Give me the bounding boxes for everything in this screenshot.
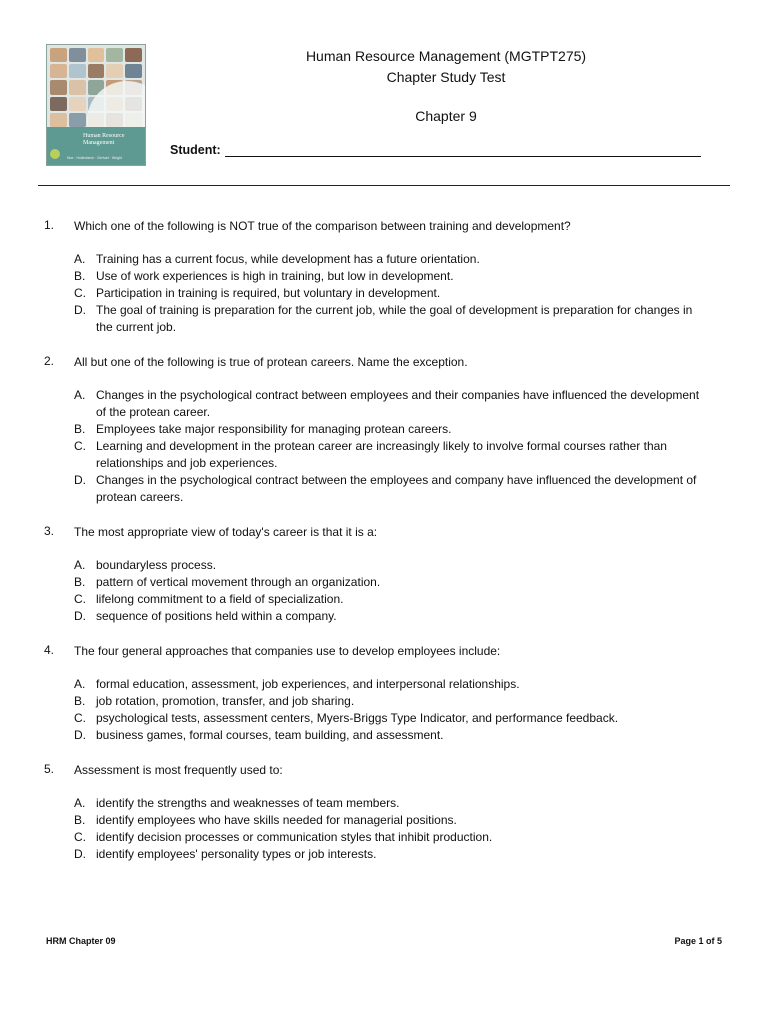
option-text: pattern of vertical movement through an organization.: [96, 575, 381, 589]
option-letter: A.: [74, 388, 86, 402]
option-c[interactable]: [0, 829, 768, 846]
option-list: [0, 676, 768, 744]
option-d[interactable]: [0, 608, 768, 625]
option-letter: D.: [74, 728, 86, 742]
header-divider: [38, 185, 730, 186]
option-a[interactable]: [0, 387, 768, 421]
question-2: [0, 354, 768, 506]
option-text: identify decision processes or communication styles that inhibit production.: [96, 830, 493, 844]
option-a[interactable]: [0, 557, 768, 574]
option-list: [0, 251, 768, 336]
question-text: Assessment is most frequently used to:: [74, 763, 283, 777]
option-d[interactable]: [0, 302, 768, 336]
option-text: job rotation, promotion, transfer, and job sharing.: [96, 694, 355, 708]
option-letter: D.: [74, 473, 86, 487]
option-letter: A.: [74, 677, 86, 691]
question-text: The four general approaches that companies use to develop employees include:: [74, 644, 501, 658]
footer-page-number: Page 1 of 5: [674, 936, 722, 946]
option-a[interactable]: [0, 251, 768, 268]
option-letter: C.: [74, 286, 86, 300]
option-text: Participation in training is required, but voluntary in development.: [96, 286, 441, 300]
question-3: [0, 524, 768, 625]
option-text: identify employees who have skills needed for managerial positions.: [96, 813, 457, 827]
option-letter: B.: [74, 694, 86, 708]
student-label: Student:: [170, 143, 221, 157]
question-number: 2.: [44, 354, 55, 368]
option-text: Changes in the psychological contract between the employees and company have influenced the development of protean careers.: [96, 473, 697, 504]
option-text: boundaryless process.: [96, 558, 217, 572]
option-letter: A.: [74, 558, 86, 572]
option-letter: B.: [74, 422, 86, 436]
question-4: [0, 643, 768, 744]
question-number: 3.: [44, 524, 55, 538]
option-letter: B.: [74, 575, 86, 589]
question-text: All but one of the following is true of protean careers. Name the exception.: [74, 355, 468, 369]
option-letter: C.: [74, 830, 86, 844]
option-text: sequence of positions held within a company.: [96, 609, 337, 623]
option-list: [0, 387, 768, 506]
test-subtitle: Chapter Study Test: [386, 69, 506, 85]
question-text: Which one of the following is NOT true of the comparison between training and development?: [74, 219, 571, 233]
question-number: 4.: [44, 643, 55, 657]
option-text: Changes in the psychological contract between employees and their companies have influenced the development of the protean career.: [96, 388, 700, 419]
chapter-heading: Chapter 9: [415, 108, 477, 124]
question-5: [0, 762, 768, 863]
option-text: identify the strengths and weaknesses of team members.: [96, 796, 400, 810]
student-name-blank[interactable]: [225, 144, 701, 157]
option-b[interactable]: [0, 421, 768, 438]
option-c[interactable]: [0, 285, 768, 302]
option-text: identify employees' personality types or job interests.: [96, 847, 377, 861]
option-text: Use of work experiences is high in training, but low in development.: [96, 269, 454, 283]
course-title: Human Resource Management (MGTPT275): [305, 48, 587, 64]
footer-document-label: HRM Chapter 09: [46, 936, 116, 946]
option-d[interactable]: [0, 472, 768, 506]
option-d[interactable]: [0, 846, 768, 863]
cover-logo-icon: [50, 149, 60, 159]
option-a[interactable]: [0, 676, 768, 693]
option-a[interactable]: [0, 795, 768, 812]
question-1: [0, 218, 768, 336]
option-b[interactable]: [0, 812, 768, 829]
cover-title: Human Resource Management: [83, 133, 125, 146]
question-number: 5.: [44, 762, 55, 776]
option-list: [0, 795, 768, 863]
option-text: Training has a current focus, while development has a future orientation.: [96, 252, 480, 266]
option-letter: A.: [74, 252, 86, 266]
cover-authors: Noe · Hollenbeck · Gerhart · Wright: [67, 156, 122, 160]
option-letter: B.: [74, 269, 86, 283]
option-letter: D.: [74, 609, 86, 623]
option-letter: B.: [74, 813, 86, 827]
option-letter: C.: [74, 439, 86, 453]
question-text: The most appropriate view of today's career is that it is a:: [74, 525, 378, 539]
option-letter: D.: [74, 847, 86, 861]
option-b[interactable]: [0, 574, 768, 591]
option-letter: C.: [74, 592, 86, 606]
option-b[interactable]: [0, 693, 768, 710]
student-field: [170, 143, 701, 157]
option-text: psychological tests, assessment centers, Myers-Briggs Type Indicator, and performance feedback.: [96, 711, 619, 725]
option-c[interactable]: [0, 438, 768, 472]
option-text: Employees take major responsibility for managing protean careers.: [96, 422, 452, 436]
option-text: The goal of training is preparation for the current job, while the goal of development is preparation for changes in the current job.: [96, 303, 693, 334]
option-d[interactable]: [0, 727, 768, 744]
option-text: business games, formal courses, team building, and assessment.: [96, 728, 444, 742]
option-c[interactable]: [0, 710, 768, 727]
option-b[interactable]: [0, 268, 768, 285]
option-c[interactable]: [0, 591, 768, 608]
option-text: lifelong commitment to a field of specialization.: [96, 592, 344, 606]
option-letter: A.: [74, 796, 86, 810]
question-list: [0, 218, 768, 881]
question-number: 1.: [44, 218, 55, 232]
option-text: formal education, assessment, job experiences, and interpersonal relationships.: [96, 677, 520, 691]
option-list: [0, 557, 768, 625]
option-letter: C.: [74, 711, 86, 725]
option-text: Learning and development in the protean career are increasingly likely to involve formal courses rather than relationships and job experiences.: [96, 439, 667, 470]
option-letter: D.: [74, 303, 86, 317]
